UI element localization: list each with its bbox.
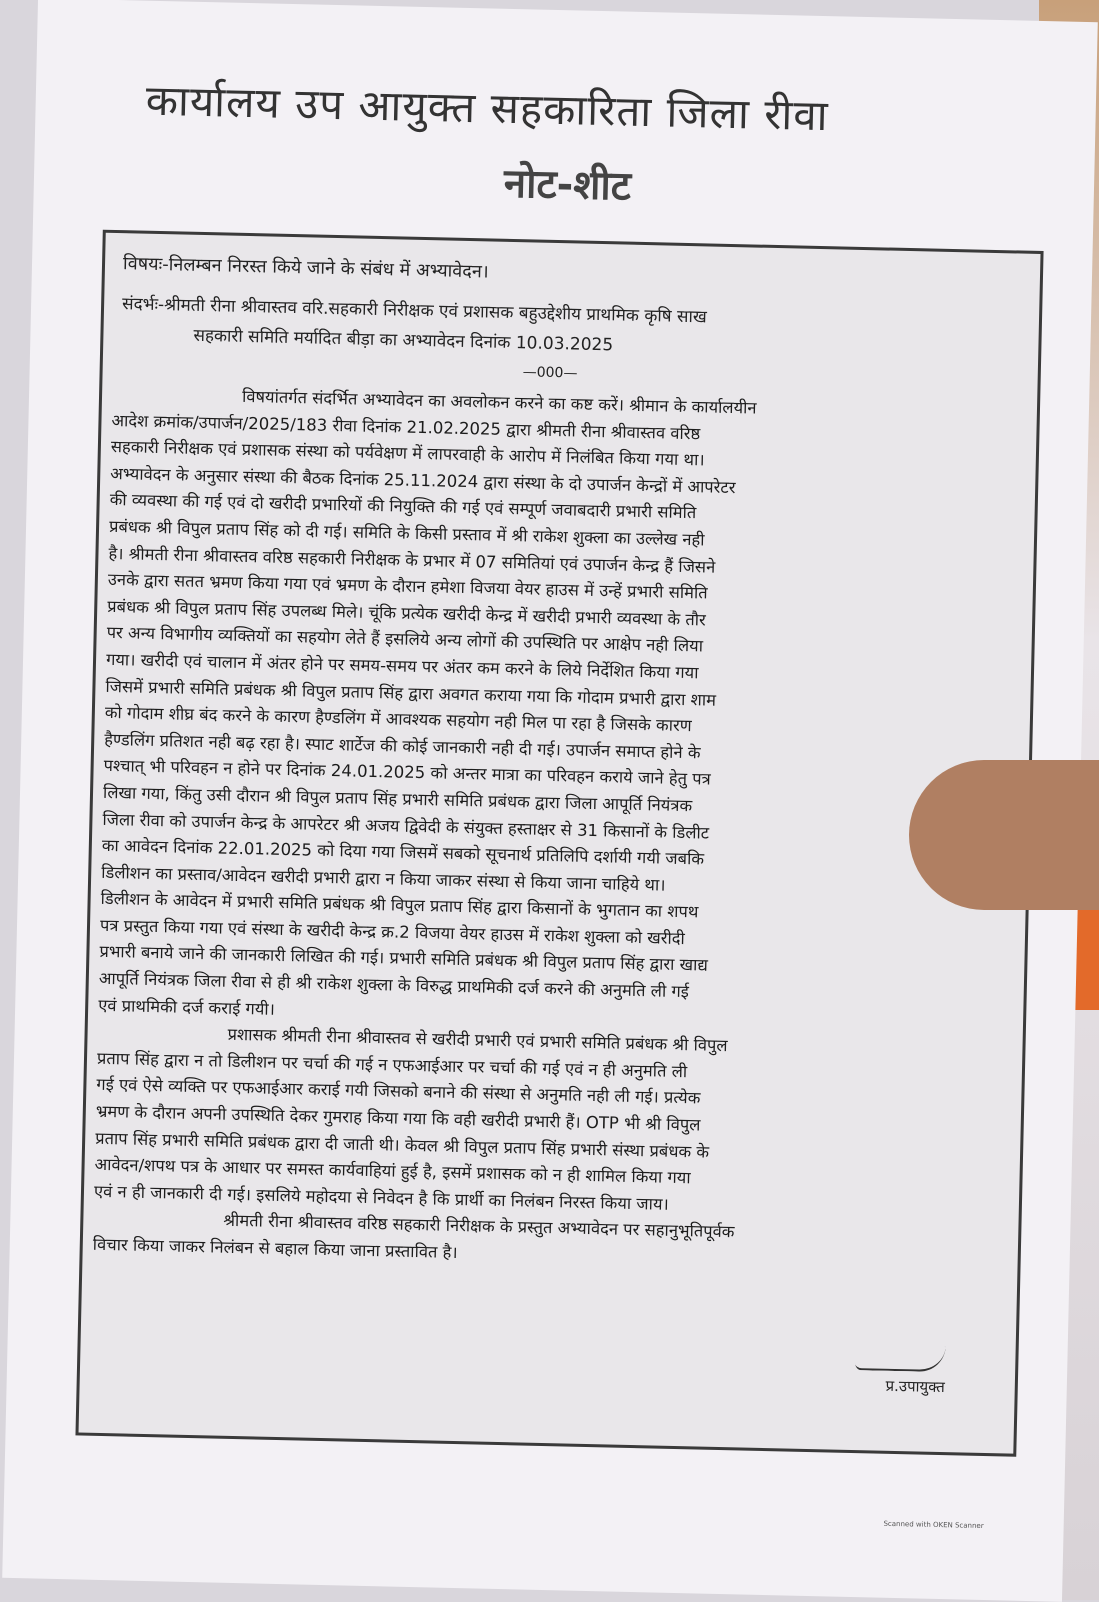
note-sheet bbox=[75, 230, 1043, 1457]
subject-line: विषयः-निलम्बन निरस्त किये जाने के संबंध में अभ्यावेदन। bbox=[122, 253, 489, 283]
body-line: एवं प्राथमिकी दर्ज कराई गयी। bbox=[98, 995, 276, 1019]
body-line: पत्र प्रस्तुत किया गया एवं संस्था के खरीदी केन्द्र क्र.2 विजया वेयर हाउस में राकेश शुक्ला को खरीदी bbox=[99, 915, 686, 948]
body-line: हैण्डलिंग प्रतिशत नही बढ़ रहा है। स्पाट शार्टेज की कोई जानकारी नही दी गई। उपार्जन समाप्त होने के bbox=[104, 729, 701, 763]
body-line: डिलीशन का प्रस्ताव/आवेदन खरीदी प्रभारी द्वारा न किया जाकर संस्था से किया जाना चाहिये था। bbox=[101, 862, 666, 895]
body-line: प्रशासक श्रीमती रीना श्रीवास्तव से खरीदी प्रभारी एवं प्रभारी समिति प्रबंधक श्री विपुल bbox=[227, 1024, 728, 1056]
body-line: को गोदाम शीघ्र बंद करने के कारण हैण्डलिंग में आवश्यक सहयोग नही मिल पा रहा है जिसके कारण bbox=[104, 703, 692, 736]
body-line: है। श्रीमती रीना श्रीवास्तव वरिष्ठ सहकारी निरीक्षक के प्रभार में 07 समितियां एवं उपार्जन केन्द्र हैं जिसने bbox=[108, 543, 716, 577]
note-sheet-title: नोट-शीट bbox=[503, 160, 632, 210]
body-line: जिला रीवा को उपार्जन केन्द्र के आपरेटर श्री अजय द्विवेदी के संयुक्त हस्ताक्षर से 31 किसानों के डिलीट bbox=[102, 809, 710, 843]
body-line: भ्रमण के दौरान अपनी उपस्थिति देकर गुमराह किया गया कि वही खरीदी प्रभारी हैं। OTP भी श्री विपुल bbox=[95, 1101, 701, 1135]
scanner-mark: Scanned with OKEN Scanner bbox=[883, 1519, 984, 1531]
body-line: गया। खरीदी एवं चालान में अंतर होने पर समय-समय पर अंतर कम करने के लिये निर्देशित किया गया bbox=[105, 649, 699, 683]
body-line: एवं न ही जानकारी दी गई। इसलिये महोदया से निवेदन है कि प्रार्थी का निलंबन निरस्त किया जाय। bbox=[93, 1181, 669, 1214]
body-line: विषयांतर्गत संदर्भित अभ्यावेदन का अवलोकन करने का कष्ट करें। श्रीमान के कार्यालयीन bbox=[241, 386, 757, 418]
reference-line-2: सहकारी समिति मर्यादित बीड़ा का अभ्यावेदन दिनांक 10.03.2025 bbox=[193, 325, 614, 356]
body-line: अभ्यावेदन के अनुसार संस्था की बैठक दिनांक 25.11.2024 द्वारा संस्था के दो उपार्जन केन्द्रों में आपरेटर bbox=[110, 463, 736, 497]
body-line: लिखा गया, किंतु उसी दौरान श्री विपुल प्रताप सिंह प्रभारी समिति प्रबंधक द्वारा जिला आपूर्ति नियंत्रक bbox=[102, 782, 693, 816]
body-line: प्रबंधक श्री विपुल प्रताप सिंह उपलब्ध मिले। चूंकि प्रत्येक खरीदी केन्द्र में खरीदी प्रभारी व्यवस्था के तौर bbox=[107, 596, 707, 630]
thumb bbox=[909, 760, 1099, 910]
body-text bbox=[92, 381, 1007, 1279]
separator: —000— bbox=[522, 364, 578, 382]
body-line: की व्यवस्था की गई एवं दो खरीदी प्रभारियों की नियुक्ति की गई एवं सम्पूर्ण जवाबदारी प्रभारी समिति bbox=[109, 490, 697, 523]
office-title: कार्यालय उप आयुक्त सहकारिता जिला रीवा bbox=[145, 75, 830, 141]
signature-scribble bbox=[855, 1344, 946, 1372]
reference-line-1: संदर्भः-श्रीमती रीना श्रीवास्तव वरि.सहकारी निरीक्षक एवं प्रशासक बहुउद्देशीय प्राथमिक कृषि साख bbox=[121, 294, 708, 328]
body-line: आवेदन/शपथ पत्र के आधार पर समस्त कार्यवाहियां हुई है, इसमें प्रशासक को न ही शामिल किया गया bbox=[94, 1154, 691, 1188]
body-line: पश्चात् भी परिवहन न होने पर दिनांक 24.01.2025 को अन्तर मात्रा का परिवहन कराये जाने हेतु पत्र bbox=[103, 756, 711, 789]
body-line: आदेश क्रमांक/उपार्जन/2025/183 रीवा दिनांक 21.02.2025 द्वारा श्रीमती रीना श्रीवास्तव वरिष्ठ bbox=[111, 410, 701, 443]
body-line: प्रताप सिंह द्वारा न तो डिलीशन पर चर्चा की गई न एफआईआर पर चर्चा की गई एवं न ही अनुमति ली bbox=[96, 1048, 688, 1082]
body-line: डिलीशन के आवेदन में प्रभारी समिति प्रबंधक श्री विपुल प्रताप सिंह द्वारा किसानों के भुगतान का शपथ bbox=[100, 889, 699, 922]
body-line: प्रभारी बनाये जाने की जानकारी लिखित की गई। प्रभारी समिति प्रबंधक श्री विपुल प्रताप सिंह द्वारा खाद्य bbox=[99, 942, 709, 976]
signature-label: प्र.उपायुक्त bbox=[885, 1376, 945, 1397]
body-line: प्रबंधक श्री विपुल प्रताप सिंह को दी गई। समिति के किसी प्रस्ताव में श्री राकेश शुक्ला का उल्लेख नही bbox=[108, 516, 705, 550]
body-line: आपूर्ति नियंत्रक जिला रीवा से ही श्री राकेश शुक्ला के विरुद्ध प्राथमिकी दर्ज करने की अनुमति ली गई bbox=[98, 968, 690, 1002]
body-line: प्रताप सिंह प्रभारी समिति प्रबंधक द्वारा दी जाती थी। केवल श्री विपुल प्रताप सिंह प्रभारी संस्था प्रबंधक के bbox=[95, 1128, 710, 1162]
body-line: उनके द्वारा सतत भ्रमण किया गया एवं भ्रमण के दौरान हमेशा विजया वेयर हाउस में उन्हें प्रभारी समिति bbox=[107, 570, 708, 603]
body-line: का आवेदन दिनांक 22.01.2025 को दिया गया जिसमें सबको सूचनार्थ प्रतिलिपि दर्शायी गयी जबकि bbox=[101, 835, 705, 869]
body-line: सहकारी निरीक्षक एवं प्रशासक संस्था को पर्यवेक्षण में लापरवाही के आरोप में निलंबित किया गया था। bbox=[110, 437, 705, 470]
body-line: जिसमें प्रभारी समिति प्रबंधक श्री विपुल प्रताप सिंह द्वारा अवगत कराया गया कि गोदाम प्रभारी द्वारा शाम bbox=[105, 676, 717, 710]
body-line: पर अन्य विभागीय व्यक्तियों का सहयोग लेते हैं इसलिये अन्य लोगों की उपस्थिति पर आक्षेप नही लिया bbox=[106, 623, 704, 656]
body-line: श्रीमती रीना श्रीवास्तव वरिष्ठ सहकारी निरीक्षक के प्रस्तुत अभ्यावेदन पर सहानुभूतिपूर्वक bbox=[223, 1211, 735, 1242]
body-line: गई एवं ऐसे व्यक्ति पर एफआईआर कराई गयी जिसको बनाने की संस्था से अनुमति नही ली गई। प्रत्येक bbox=[96, 1075, 701, 1108]
body-line: विचार किया जाकर निलंबन से बहाल किया जाना प्रस्तावित है। bbox=[92, 1234, 458, 1263]
